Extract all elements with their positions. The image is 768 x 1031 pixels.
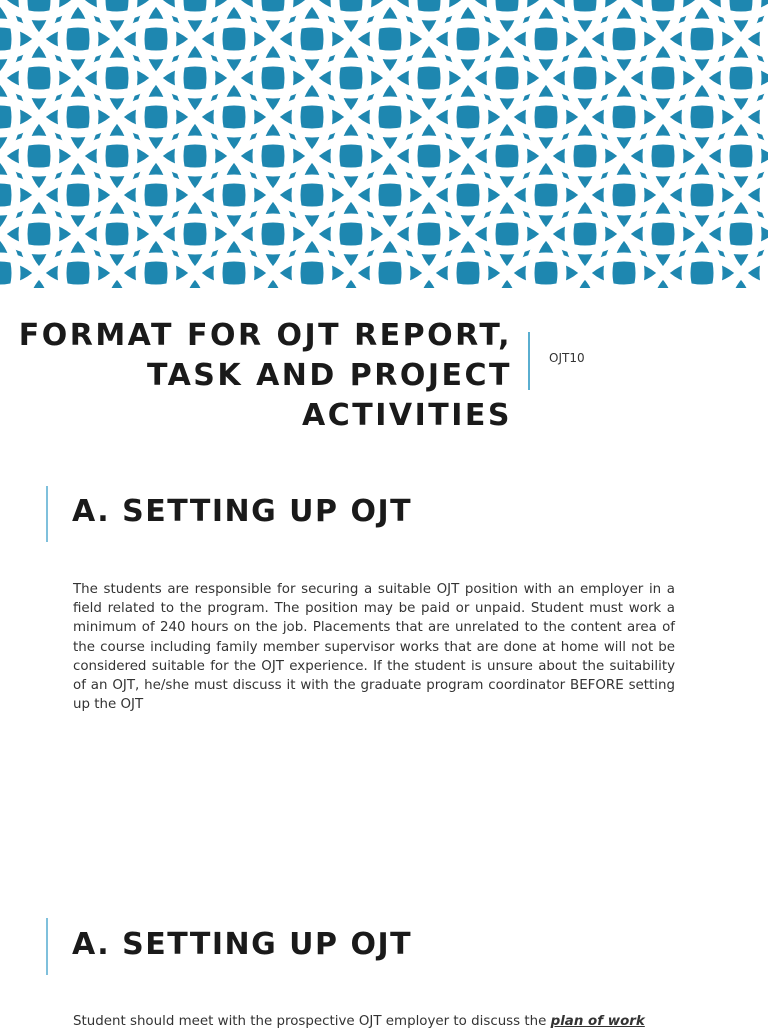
title-line-1: FORMAT FOR OJT REPORT, bbox=[18, 318, 512, 353]
section-heading: A. SETTING UP OJT bbox=[72, 927, 413, 962]
interlocking-circles-pattern bbox=[0, 0, 768, 288]
page-title bbox=[0, 316, 512, 436]
section-body-text: The students are responsible for securing a suitable OJT position with an employer in a field related to the program. The position may be paid or unpaid. Student must work a minimum of 240 hours on the job. Placements that are unrelated to the content area of the course including family member supervisor works that are done at home will not be considered suitable for the OJT experience. If the student is unsure about the suitability of an OJT, he/she must discuss it with the graduate program coordinator BEFORE setting up the OJT bbox=[73, 582, 675, 713]
pattern-circle bbox=[764, 140, 768, 250]
title-slide bbox=[0, 300, 768, 433]
decorative-pattern-banner bbox=[0, 0, 768, 288]
title-line-2: TASK AND PROJECT ACTIVITIES bbox=[146, 358, 512, 433]
section-heading: A. SETTING UP OJT bbox=[72, 494, 413, 529]
section-setting-up-ojt-1 bbox=[0, 486, 768, 786]
body-text-start: Student should meet with the prospective OJT employer to discuss the bbox=[73, 1014, 551, 1029]
body-text-emphasis: plan of work bbox=[550, 1014, 645, 1029]
title-divider bbox=[528, 332, 530, 390]
pattern-circle bbox=[764, 62, 768, 172]
section-accent-bar bbox=[46, 918, 48, 975]
section-body-text bbox=[73, 1012, 675, 1031]
section-accent-bar bbox=[46, 486, 48, 542]
section-setting-up-ojt-2 bbox=[0, 918, 768, 1029]
subtitle: OJT10 bbox=[549, 351, 585, 365]
